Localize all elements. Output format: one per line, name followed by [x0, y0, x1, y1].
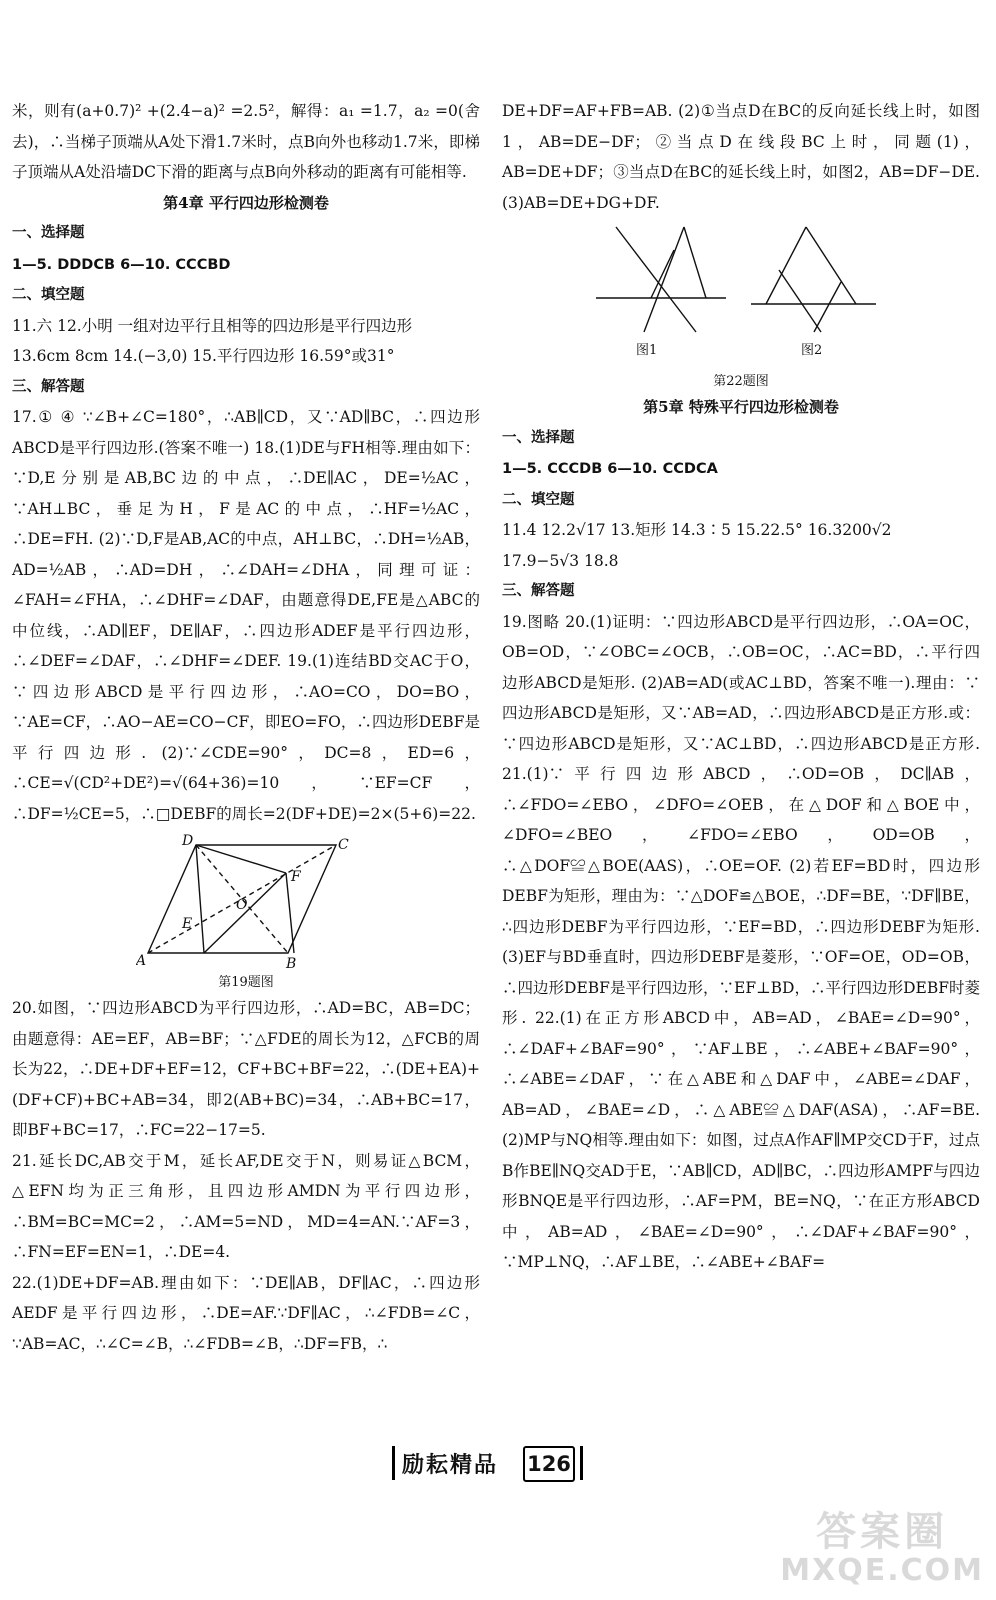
answer-22-continued: DE+DF=AF+FB=AB. (2)①当点D在BC的反向延长线上时，如图1，AB=DE−DF；②当点D在线段BC上时，同题(1)，AB=DE+DF；③当点D在BC的延长线上时，如图2，AB=DF−DE. (3)AB=DE+DG+DF. — [502, 102, 980, 212]
fig19-label-C: C — [338, 837, 349, 853]
fig19-label-E: E — [182, 916, 193, 932]
page-footer — [0, 1440, 996, 1500]
fig19-label-A: A — [136, 953, 147, 969]
figure-19-caption: 第19题图 — [218, 975, 274, 990]
footer-bar-right — [580, 1446, 583, 1480]
fill-answers-1: 11.六 12.小明 一组对边平行且相等的四边形是平行四边形 — [12, 316, 413, 335]
watermark: 答案圈 MXQE.COM — [780, 1509, 984, 1588]
fig22-label-2: 图2 — [801, 343, 823, 358]
chapter-5-title: 第5章 特殊平行四边形检测卷 — [643, 398, 839, 416]
page-number: 126 — [523, 1446, 575, 1482]
chapter-4-title: 第4章 平行四边形检测卷 — [163, 193, 329, 212]
choice-answers-5: 1—5. CCCDB 6—10. CCDCA — [502, 461, 718, 477]
section-solve-5: 三、解答题 — [502, 583, 575, 599]
section-choice: 一、选择题 — [12, 225, 85, 241]
section-solve: 三、解答题 — [12, 378, 85, 395]
section-fill-5: 二、填空题 — [502, 491, 575, 508]
fill-answers-2: 13.6cm 8cm 14.(−3,0) 15.平行四边形 16.59°或31° — [12, 347, 395, 365]
brand-logo: 励耘精品 — [402, 1453, 499, 1478]
section-fill: 二、填空题 — [12, 287, 85, 303]
fig19-label-F: F — [291, 869, 301, 885]
figure-22-pair — [596, 222, 886, 372]
right-column — [502, 96, 980, 1278]
answer-21: 21.延长DC,AB交于M，延长AF,DE交于N，则易证△BCM，△EFN均为正三角形，且四边形AMDN为平行四边形，∴BM=BC=MC=2，∴AM=5=ND，MD=4=AN.∵AF=3，∴FN=EF=EN=1，∴DE=4. — [12, 1151, 480, 1261]
fill-answers-5-2: 17.9−5√3 18.8 — [502, 551, 619, 570]
answer-20: 20.如图，∵四边形ABCD为平行四边形，∴AD=BC，AB=DC；由题意得：AE=EF，AB=BF；∵△FDE的周长为12，△FCB的周长为22，∴DE+DF+EF=12，CF+BC+BF=22，∴(DE+EA)+(DF+CF)+BC+AB=34，即2(AB+BC)=34，∴AB+BC=17，即BF+BC=17，∴FC=22−17=5. — [12, 999, 480, 1139]
fill-answers-5-1: 11.4 12.2√17 13.矩形 14.3∶5 15.22.5° 16.3200√2 — [502, 521, 892, 539]
intro-paragraph: 米，则有(a+0.7)² +(2.4−a)² =2.5²，解得：a₁ =1.7，a₂ =0(舍去)，∴当梯子顶端从A处下滑1.7米时，点B向外也移动1.7米，即梯子顶端从A处沿墙DC下滑的距离与点B向外移动的距离有可能相等. — [12, 102, 480, 181]
fig19-label-D: D — [182, 833, 194, 849]
answer-22-part1: 22.(1)DE+DF=AB.理由如下：∵DE∥AB，DF∥AC，∴四边形AEDF是平行四边形，∴DE=AF.∵DF∥AC，∴∠FDB=∠C，∵AB=AC，∴∠C=∠B，∴∠FDB=∠B，∴DF=FB，∴ — [12, 1273, 480, 1353]
fig19-label-O: O — [236, 897, 248, 913]
answer-19-22: 19.图略 20.(1)证明：∵四边形ABCD是平行四边形，∴OA=OC，OB=OD，∵∠OBC=∠OCB，∴OB=OC，∴AC=BD，∴平行四边形ABCD是矩形. (2)AB=AD(或AC⊥BD，答案不唯一).理由：∵四边形ABCD是矩形，又∵AB=AD，∴四边形ABCD是正方形.或：∵四边形ABCD是矩形，又∵AC⊥BD，∴四边形ABCD是正方形. 21.(1)∵平行四边形ABCD，∴OD=OB，DC∥AB，∴∠FDO=∠EBO，∠DFO=∠OEB，在△DOF和△BOE中，∠DFO=∠BEO，∠FDO=∠EBO，OD=OB，∴△DOF≌△BOE(AAS)，∴OE=OF. (2)若EF=BD时，四边形DEBF为矩形，理由为：∵△DOF≌△BOE，∴DF=BE，∵DF∥BE，∴四边形DEBF为平行四边形，∵EF=BD，∴四边形DEBF为矩形. (3)EF与BD垂直时，四边形DEBF是菱形，∵OF=OE，OD=OB，∴四边形DEBF是平行四边形，∵EF⊥BD，∴平行四边形DEBF时菱形. 22.(1)在正方形ABCD中，AB=AD，∠BAE=∠D=90°，∴∠DAF+∠BAF=90°，∵AF⊥BE，∴∠ABE+∠BAF=90°，∴∠ABE=∠DAF，∵在△ABE和△DAF中，∠ABE=∠DAF，AB=AD，∠BAE=∠D，∴△ABE≌△DAF(ASA)，∴AF=BE. (2)MP与NQ相等.理由如下：如图，过点A作AF∥MP交CD于F，过点B作BE∥NQ交AD于E，∵AB∥CD，AD∥BC，∴四边形AMPF与四边形BNQE是平行四边形，∴AF=PM，BE=NQ，∵在正方形ABCD中，AB=AD，∠BAE=∠D=90°，∴∠DAF+∠BAF=90°，∵MP⊥NQ，∴AF⊥BE，∴∠ABE+∠BAF= — [502, 612, 980, 1271]
section-choice-5: 一、选择题 — [502, 429, 575, 446]
figure-22-caption: 第22题图 — [713, 374, 769, 389]
choice-answers: 1—5. DDDCB 6—10. CCCBD — [12, 256, 231, 273]
fig19-label-B: B — [286, 956, 297, 972]
answer-17-19: 17.① ④ ∵∠B+∠C=180°，∴AB∥CD，又∵AD∥BC，∴四边形ABCD是平行四边形.(答案不唯一) 18.(1)DE与FH相等.理由如下：∵D,E分别是AB,BC边的中点，∴DE∥AC，DE=½AC，∵AH⊥BC，垂足为H，F是AC的中点，∴HF=½AC，∴DE=FH. (2)∵D,F是AB,AC的中点，AH⊥BC，∴DH=½AB，AD=½AB，∴AD=DH，∴∠DAH=∠DHA，同理可证：∠FAH=∠FHA，∴∠DHF=∠DAF，由题意得DE,FE是△ABC的中位线，∴AD∥EF，DE∥AF，∴四边形ADEF是平行四边形，∴∠DEF=∠DAF，∴∠DHF=∠DEF. 19.(1)连结BD交AC于O，∵四边形ABCD是平行四边形，∴AO=CO，DO=BO，∵AE=CF，∴AO−AE=CO−CF，即EO=FO，∴四边形DEBF是平行四边形. (2)∵∠CDE=90°，DC=8，ED=6，∴CE=√(CD²+DE²)=√(64+36)=10，∵EF=CF，∴DF=½CE=5，∴□DEBF的周长=2(DF+DE)=2×(5+6)=22. — [12, 408, 480, 823]
left-column — [12, 96, 480, 1359]
fig22-label-1: 图1 — [636, 343, 658, 358]
footer-bar-left — [392, 1446, 395, 1480]
figure-19 — [136, 833, 356, 973]
